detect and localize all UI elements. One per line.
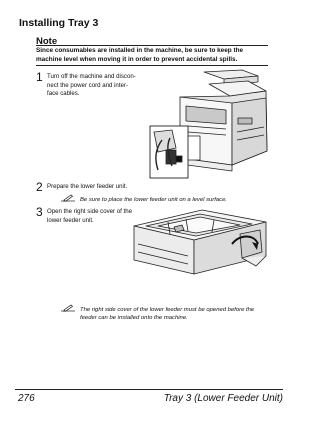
hint-cover-line-1: The right side cover of the lower feeder must be opened before the <box>80 307 255 313</box>
note-label: Note <box>36 36 58 47</box>
hint-level-surface: Be sure to place the lower feeder unit on a level surface. <box>80 197 228 203</box>
page-title: Installing Tray 3 <box>19 17 99 29</box>
note-text: Since consumables are installed in the machine, be sure to keep the machine level when moving it in order to prevent accidental spills. <box>36 47 244 63</box>
note-top-rule <box>36 45 268 46</box>
printer-illustration <box>146 66 272 182</box>
step-1-line-1: Turn off the machine and discon- <box>47 73 136 80</box>
step-1-number: 1 <box>36 70 43 84</box>
step-3-number: 3 <box>36 205 43 219</box>
step-1-text <box>47 73 159 99</box>
step-1-line-3: face cables. <box>47 90 80 97</box>
pen-note-icon <box>60 304 76 313</box>
hint-cover-line-2: feeder can be installed onto the machine. <box>80 315 188 322</box>
pen-note-icon <box>60 194 76 203</box>
step-3-line-1: Open the right side cover of the <box>47 208 133 215</box>
step-2-line-1: Prepare the lower feeder unit. <box>47 183 128 190</box>
footer-rule <box>15 389 283 390</box>
step-2-number: 2 <box>36 180 43 194</box>
page-number: 276 <box>18 393 35 404</box>
hint-cover-open <box>80 306 280 323</box>
lower-feeder-illustration <box>124 204 272 288</box>
step-2-text <box>47 183 247 192</box>
chapter-title: Tray 3 (Lower Feeder Unit) <box>163 393 283 404</box>
step-1-line-2: nect the power cord and inter- <box>47 81 128 89</box>
step-3-line-2: lower feeder unit. <box>47 216 94 224</box>
